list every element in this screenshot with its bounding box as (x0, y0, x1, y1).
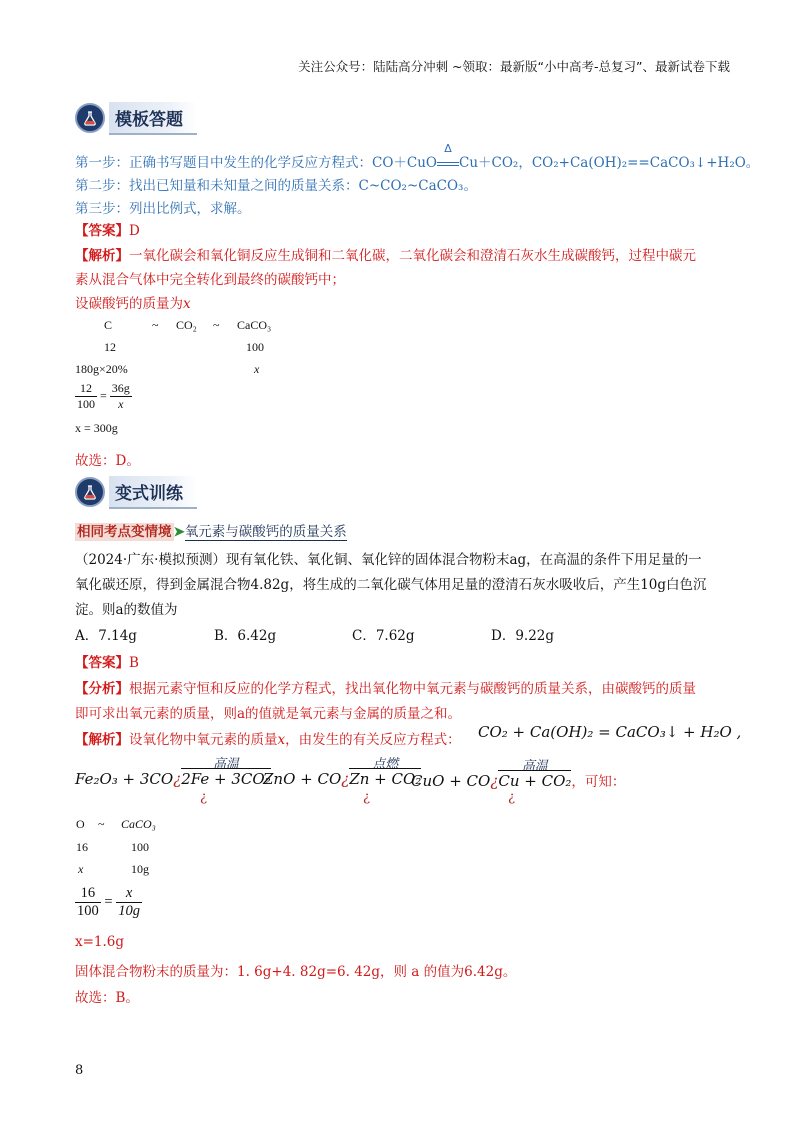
result-2: x=1.6g (75, 934, 125, 950)
analysis-line-2: 素从混合气体中完全转化到最终的碳酸钙中； (75, 272, 345, 288)
section-banner-template (75, 102, 197, 134)
qmark-1: ¿ (200, 790, 207, 805)
analysis-line-1: 【解析】一氧化碳会和氧化铜反应生成铜和二氧化碳，二氧化碳会和澄清石灰水生成碳酸钙，过程中碳元 (75, 248, 696, 264)
step-2: 第二步：找出已知量和未知量之间的质量关系：C~CO₂~CaCO₃。 (75, 178, 477, 194)
topic-title: 氧元素与碳酸钙的质量关系 (184, 524, 347, 540)
qmark-3: ¿ (508, 790, 515, 805)
rel1-tilde2: ~ (213, 318, 220, 332)
option-b: B．6.42g (214, 628, 277, 644)
option-c: C．7.62g (352, 628, 415, 644)
step-1-rest: Cu＋CO₂，CO₂+Ca(OH)₂==CaCO₃↓+H₂O。 (459, 155, 760, 171)
rel2-x: x (78, 862, 84, 876)
choose-1: 故选：D。 (75, 453, 140, 469)
question-line-1: （2024·广东·模拟预测）现有氧化铁、氧化铜、氧化锌的固体混合物粉末ag，在高温的条件下用足量的一 (75, 552, 702, 568)
section-title: 模板答题 (109, 102, 197, 135)
section-banner-variant (75, 476, 197, 508)
question-line-3: 淀。则a的数值为 (75, 602, 178, 618)
rel2-tilde: ~ (98, 817, 105, 831)
total-mass: 固体混合物粉末的质量为：1. 6g+4. 82g=6. 42g，则 a 的值为6.42g。 (75, 964, 517, 980)
step-1 (75, 142, 760, 171)
page-header: 关注公众号：陆陆高分冲刺 ~领取：最新版“小中高考-总复习”、最新试卷下载 (298, 59, 730, 74)
rel1-co2: CO₂ (176, 318, 197, 332)
topic-tag: 相同考点变情境 (77, 524, 172, 540)
page-number: 8 (75, 1063, 84, 1078)
answer-line (75, 219, 140, 239)
step-1-text: 第一步：正确书写题目中发生的化学反应方程式：CO＋CuO (75, 155, 437, 171)
set-mass: 设碳酸钙的质量为x (75, 296, 191, 312)
equation-1: Fe₂O₃ + 3CO¿ 高温 2Fe + 3CO₂ (75, 757, 271, 788)
answer-label: 【答案】 (75, 223, 129, 239)
result-1: x = 300g (75, 421, 118, 435)
step-3: 第三步：列出比例式，求解。 (75, 201, 251, 217)
equation-main: CO₂ + Ca(OH)₂ = CaCO₃↓ + H₂O , (478, 723, 742, 741)
rel1-caco3: CaCO₃ (237, 318, 272, 332)
option-a: A．7.14g (75, 628, 137, 644)
rel1-100: 100 (246, 340, 264, 354)
section-title: 变式训练 (109, 476, 197, 509)
proportion-2: $\frac{16}{100}$ = $\frac{x}{10g}$ (77, 885, 140, 919)
topic-line (75, 520, 347, 540)
solve-line: 【解析】设氧化物中氧元素的质量x，由发生的有关反应方程式： (75, 732, 461, 748)
answer-value: D (129, 223, 140, 239)
equation-3: CuO + CO¿ 高温 Cu + CO₂，可知： (411, 759, 626, 790)
reaction-condition: Δ (437, 155, 459, 171)
rel1-c: C (104, 318, 113, 332)
rel1-tilde1: ~ (152, 318, 159, 332)
analysis2-line-1: 【分析】根据元素守恒和反应的化学方程式，找出氧化物中氧元素与碳酸钙的质量关系，由碳酸钙的质量 (75, 681, 696, 697)
rel2-16: 16 (76, 840, 88, 854)
rel2-o: O (76, 817, 85, 831)
rel2-100: 100 (131, 840, 149, 854)
choose-2: 故选：B。 (75, 990, 139, 1006)
analysis2-line-2: 即可求出氧元素的质量，则a的值就是氧元素与金属的质量之和。 (75, 706, 462, 722)
arrow-icon: ➤ (173, 524, 185, 540)
qmark-2: ¿ (363, 790, 370, 805)
answer-line-2: 【答案】B (75, 655, 139, 671)
rel2-caco3: CaCO₃ (121, 817, 156, 831)
rel2-10g: 10g (131, 862, 149, 876)
flask-icon (75, 103, 105, 133)
flask-icon (75, 477, 105, 507)
proportion-1: $\frac{12}{100}$ = $\frac{36g}{x}$ (77, 381, 130, 411)
rel1-x: x (254, 362, 260, 376)
rel1-180g: 180g×20% (75, 362, 128, 376)
question-line-2: 氧化碳还原，得到金属混合物4.82g，将生成的二氧化碳气体用足量的澄清石灰水吸收后，产生10g白色沉 (75, 577, 707, 593)
rel1-12: 12 (104, 340, 116, 354)
option-d: D．9.22g (491, 628, 555, 644)
equation-2: ZnO + CO¿ 点燃 Zn + CO₂ (263, 757, 422, 788)
